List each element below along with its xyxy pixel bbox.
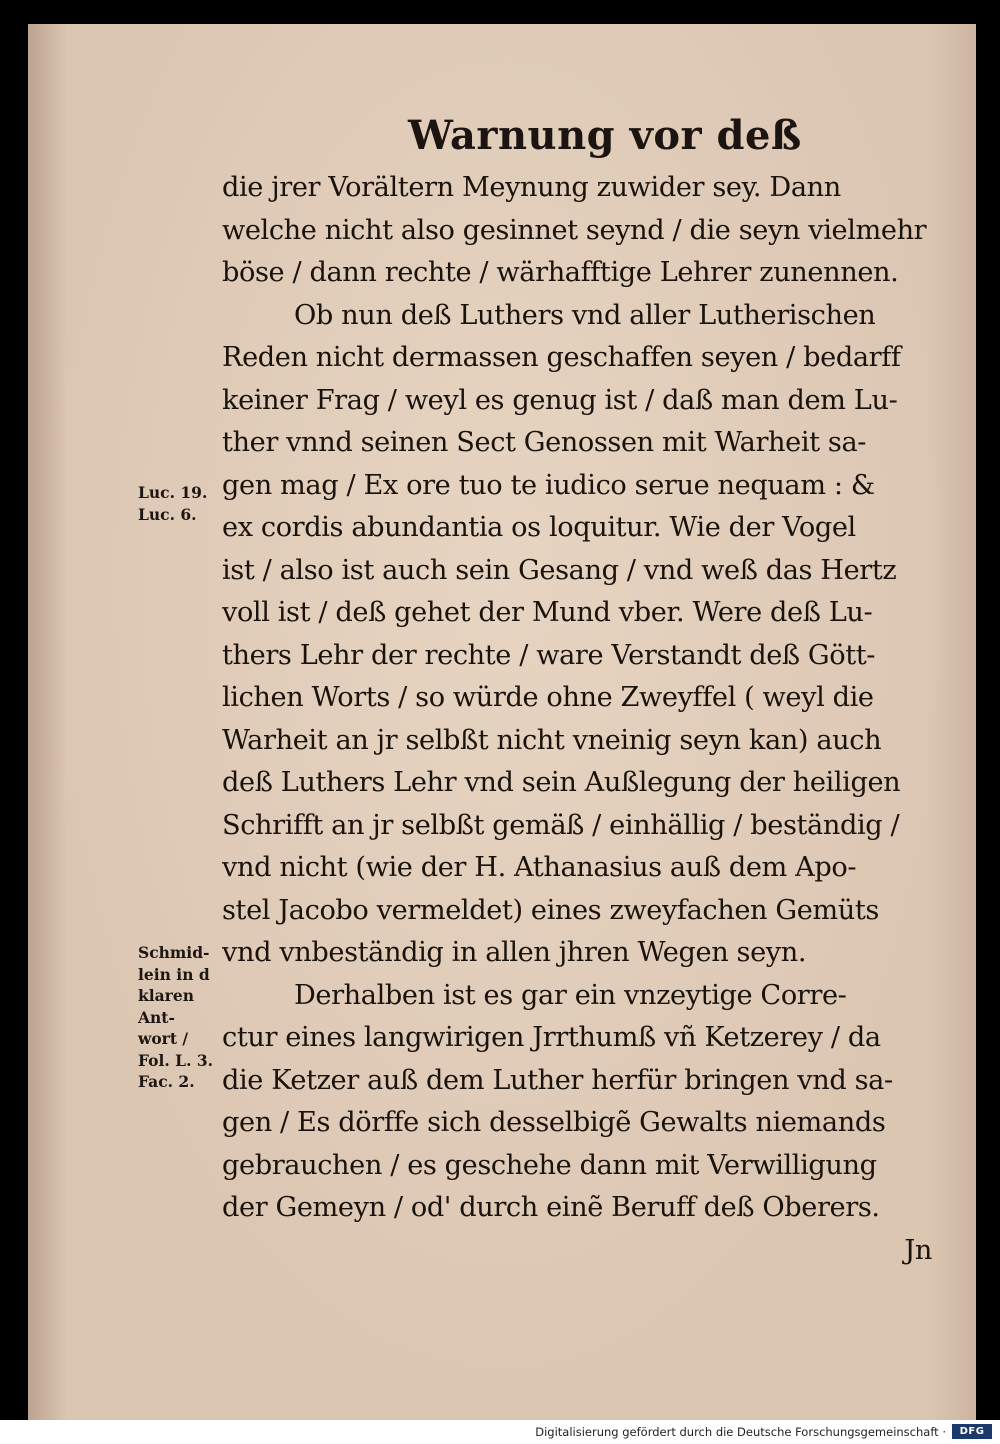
margin-note-line: Fac. 2.	[138, 1072, 195, 1091]
text-line: voll ist / deß gehet der Mund vber. Were deß Lu-	[222, 597, 873, 628]
text-line: Derhalben ist es gar ein vnzeytige Corre-	[294, 979, 847, 1011]
text-line: ex cordis abundantia os loquitur. Wie der Vogel	[222, 512, 856, 543]
text-line: böse / dann rechte / wärhafftige Lehrer zunennen.	[222, 257, 899, 288]
margin-note-luke	[138, 482, 238, 525]
text-line: deß Luthers Lehr vnd sein Außlegung der heiligen	[222, 767, 901, 798]
text-line: die Ketzer auß dem Luther herfür bringen vnd sa-	[222, 1064, 893, 1096]
text-line: Ob nun deß Luthers vnd aller Lutherischen	[294, 299, 876, 331]
dfg-logo: DFG	[952, 1424, 992, 1439]
main-text	[222, 167, 942, 1272]
book-page	[28, 24, 976, 1420]
text-line: ist / also ist auch sein Gesang / vnd weß das Hertz	[222, 554, 897, 586]
text-line: keiner Frag / weyl es genug ist / daß man dem Lu-	[222, 384, 898, 416]
text-line: vnd nicht (wie der H. Athanasius auß dem Apo-	[222, 852, 857, 883]
text-line: gebrauchen / es geschehe dann mit Verwilligung	[222, 1149, 877, 1181]
text-line: der Gemeyn / od' durch einẽ Beruff deß Oberers.	[222, 1192, 880, 1223]
text-line: ctur eines langwirigen Jrrthumß vñ Ketzerey / da	[222, 1022, 881, 1053]
text-line: gen / Es dörffe sich desselbigẽ Gewalts niemands	[222, 1107, 886, 1138]
catchword: Jn	[904, 1234, 932, 1266]
running-head: Warnung vor deß	[408, 112, 802, 159]
footer-bar	[0, 1420, 1000, 1444]
text-line: Warheit an jr selbßt nicht vneinig seyn kan) auch	[222, 724, 882, 756]
text-line: die jrer Vorältern Meynung zuwider sey. Dann	[222, 172, 841, 203]
text-line: Schrifft an jr selbßt gemäß / einhällig / beständig /	[222, 809, 900, 841]
margin-note-line: Ant-	[138, 1007, 175, 1027]
margin-note-line: Luc. 19.	[138, 483, 208, 502]
margin-note-line: klaren	[138, 986, 194, 1005]
text-line: stel Jacobo vermeldet) eines zweyfachen Gemüts	[222, 894, 879, 926]
text-line: lichen Worts / so würde ohne Zweyffel ( weyl die	[222, 682, 874, 713]
margin-note-line: wort /	[138, 1029, 189, 1048]
text-line: welche nicht also gesinnet seynd / die seyn vielmehr	[222, 214, 927, 246]
text-line: ther vnnd seinen Sect Genossen mit Warheit sa-	[222, 427, 867, 458]
margin-note-line: Luc. 6.	[138, 504, 197, 524]
text-line: Reden nicht dermassen geschaffen seyen / bedarff	[222, 342, 901, 373]
footer-credit: Digitalisierung gefördert durch die Deutsche Forschungsgemeinschaft ·	[535, 1425, 946, 1439]
text-line: gen mag / Ex ore tuo te iudico serue nequam : &	[222, 469, 875, 501]
text-line: thers Lehr der rechte / ware Verstandt deß Gött-	[222, 639, 876, 671]
margin-note-line: lein in d	[138, 964, 210, 984]
margin-note-line: Schmid-	[138, 943, 210, 962]
margin-note-line: Fol. L. 3.	[138, 1050, 214, 1070]
margin-note-schmidlein	[138, 942, 238, 1093]
text-line: vnd vnbeständig in allen jhren Wegen seyn.	[222, 937, 807, 968]
